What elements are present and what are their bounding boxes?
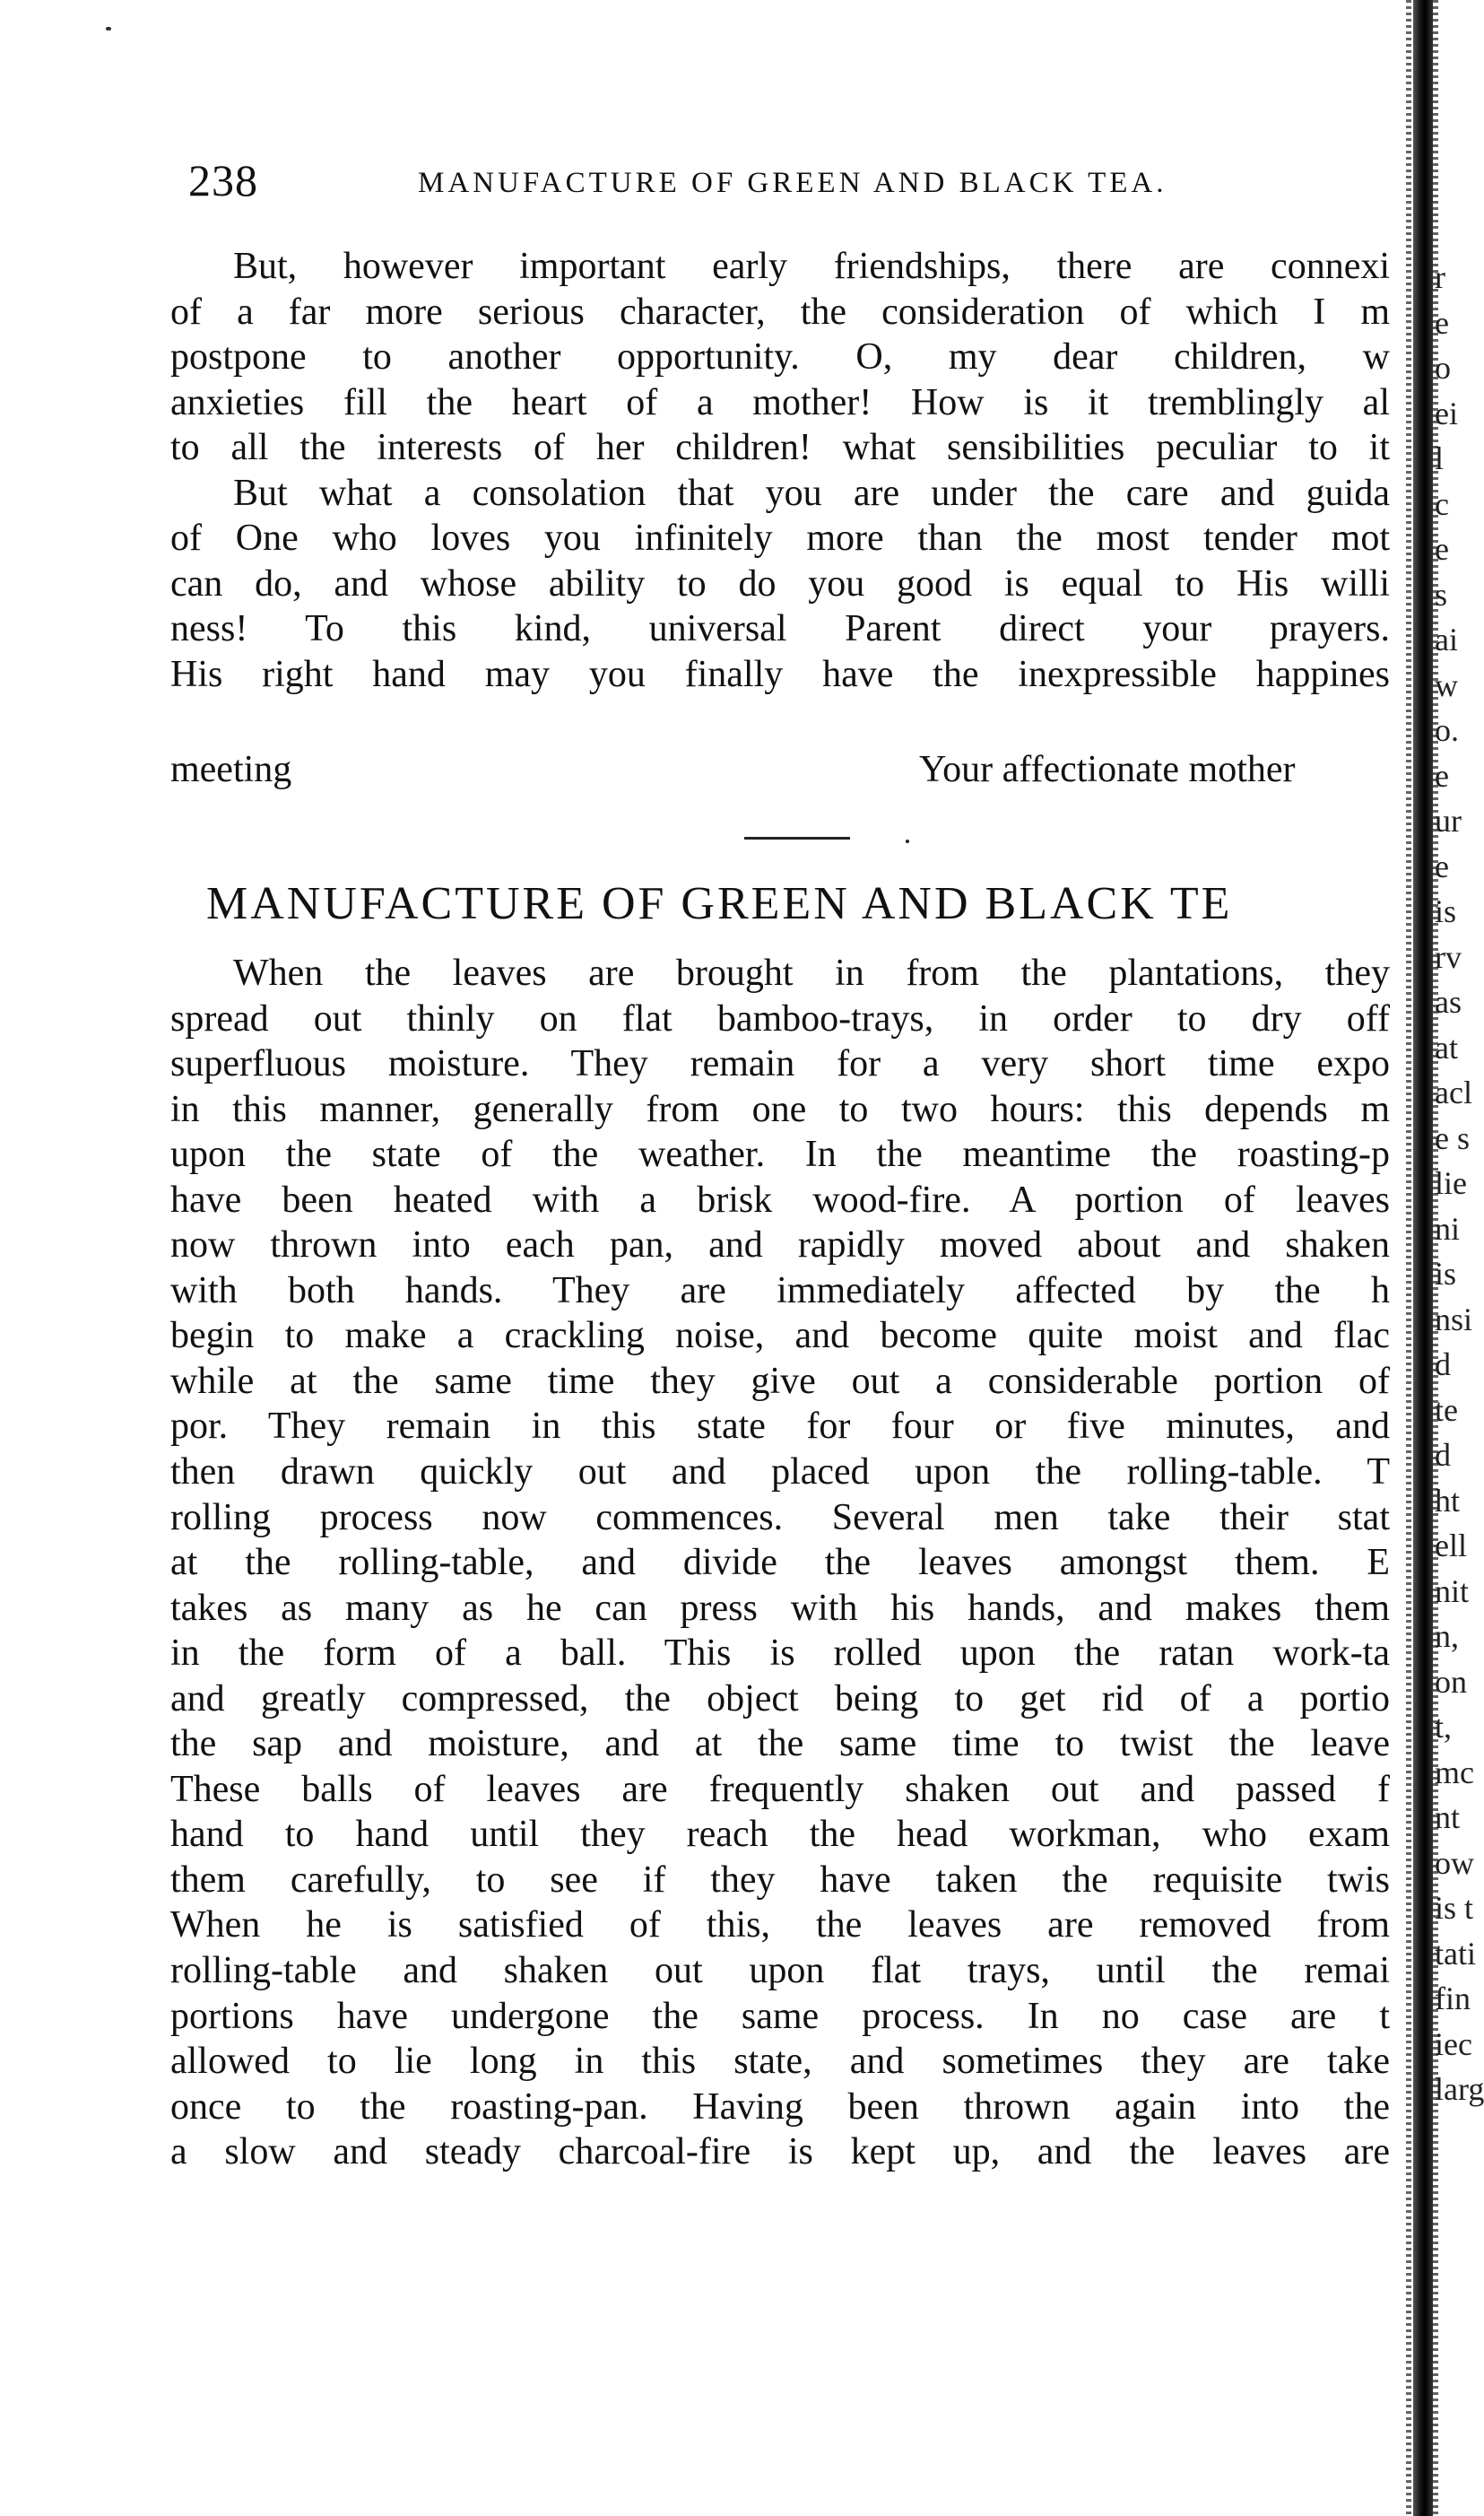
binding-gutter	[1388, 0, 1484, 2516]
running-head-title: MANUFACTURE OF GREEN AND BLACK TEA.	[418, 167, 1167, 199]
text-line: His right hand may you finally have the inexpressible happines	[170, 653, 1390, 695]
fragment-text: at	[1435, 1029, 1458, 1066]
fragment-text: ow	[1435, 1844, 1474, 1881]
section-title: MANUFACTURE OF GREEN AND BLACK TE	[206, 878, 1233, 929]
text-line: in the form of a ball. This is rolled upon the ratan work-ta	[170, 1632, 1390, 1675]
gutter-fringe	[1406, 0, 1411, 2516]
fragment-text: iec	[1435, 2025, 1472, 2062]
text-line: postpone to another opportunity. O, my dear children, w	[170, 336, 1390, 378]
fragment-text: w	[1435, 666, 1458, 703]
text-line: begin to make a crackling noise, and become quite moist and flac	[170, 1315, 1390, 1357]
fragment-text: lie	[1435, 1165, 1467, 1201]
page-number: 238	[188, 155, 258, 205]
paper-speck	[106, 27, 111, 30]
text-line: rolling-table and shaken out upon flat trays, until the remai	[170, 1950, 1390, 1992]
fragment-text: c	[1435, 485, 1449, 522]
text-line: at the rolling-table, and divide the leaves amongst them. E	[170, 1542, 1390, 1584]
text-line: allowed to lie long in this state, and sometimes they are take	[170, 2041, 1390, 2083]
letter-text	[170, 244, 1390, 697]
text-line: to all the interests of her children! what sensibilities peculiar to it	[170, 427, 1390, 468]
divider-dot	[906, 840, 909, 843]
text-line: can do, and whose ability to do you good is equal to His willi	[170, 562, 1390, 605]
article-text	[170, 951, 1390, 2175]
fragment-text: is	[1435, 893, 1457, 929]
fragment-text: e	[1435, 757, 1449, 794]
signoff-right: Your affectionate mother	[919, 749, 1296, 790]
text-line: anxieties fill the heart of a mother! How is it tremblingly al	[170, 381, 1390, 423]
text-line: takes as many as he can press with his hands, and makes them	[170, 1587, 1390, 1629]
fragment-text: nsi	[1435, 1301, 1473, 1337]
fragment-text: n,	[1435, 1618, 1459, 1654]
fragment-text: e	[1435, 848, 1449, 884]
section-divider	[744, 837, 850, 840]
text-line: them carefully, to see if they have taken the requisite twis	[170, 1859, 1390, 1901]
fragment-text: t,	[1435, 1709, 1453, 1745]
fragment-text: ht	[1435, 1482, 1461, 1519]
fragment-text: tati	[1435, 1935, 1476, 1972]
text-line: But what a consolation that you are under the care and guida	[233, 472, 1390, 514]
text-line: upon the state of the weather. In the meantime the roasting-p	[170, 1134, 1390, 1176]
text-line: the sap and moisture, and at the same time to twist the leave	[170, 1723, 1390, 1765]
text-line: in this manner, generally from one to two hours: this depends m	[170, 1088, 1390, 1130]
fragment-text: on	[1435, 1663, 1467, 1700]
fragment-text: d	[1435, 1437, 1451, 1473]
text-line: por. They remain in this state for four or five minutes, and	[170, 1406, 1390, 1448]
fragment-text: fin	[1435, 1981, 1471, 2016]
text-line: while at the same time they give out a considerable portion of	[170, 1360, 1390, 1402]
text-line: spread out thinly on flat bamboo-trays, in order to dry off	[170, 997, 1390, 1040]
text-line: of One who loves you infinitely more than the most tender mot	[170, 518, 1390, 559]
text-line: portions have undergone the same process. In no case are t	[170, 1995, 1390, 2037]
running-head	[188, 154, 1363, 217]
fragment-text: te	[1435, 1391, 1458, 1428]
text-line: with both hands. They are immediately affected by the h	[170, 1269, 1390, 1311]
fragment-text: nit	[1435, 1572, 1470, 1609]
text-line: ness! To this kind, universal Parent direct your prayers.	[170, 608, 1390, 649]
text-line: and greatly compressed, the object being to get rid of a portio	[170, 1677, 1390, 1719]
text-line: once to the roasting-pan. Having been thrown again into the	[170, 2085, 1390, 2128]
text-line: rolling process now commences. Several men take their stat	[170, 1496, 1390, 1538]
fragment-text: nt	[1435, 1799, 1461, 1835]
fragment-text: ai	[1435, 622, 1458, 657]
text-line: These balls of leaves are frequently shaken out and passed f	[170, 1768, 1390, 1810]
fragment-text: e	[1435, 531, 1449, 567]
fragment-text: ur	[1435, 803, 1462, 839]
fragment-text: ei	[1435, 395, 1458, 431]
text-line: a slow and steady charcoal-fire is kept up, and the leaves are	[170, 2131, 1390, 2173]
signoff-left: meeting	[170, 749, 292, 790]
text-line: But, however important early friendships, there are connexi	[233, 246, 1390, 287]
fragment-text: ni	[1435, 1210, 1461, 1247]
fragment-text: o	[1435, 350, 1451, 386]
fragment-text: l	[1435, 440, 1445, 476]
text-line: now thrown into each pan, and rapidly moved about and shaken	[170, 1224, 1390, 1267]
fragment-text: e	[1435, 304, 1449, 341]
gutter-shadow	[1413, 0, 1433, 2516]
fragment-text: ell	[1435, 1528, 1467, 1563]
text-line: have been heated with a brisk wood-fire. A portion of leaves	[170, 1179, 1390, 1221]
text-line: When the leaves are brought in from the plantations, they	[233, 953, 1390, 994]
text-line: then drawn quickly out and placed upon the rolling-table. T	[170, 1451, 1390, 1493]
text-line: hand to hand until they reach the head workman, who exam	[170, 1814, 1390, 1856]
fragment-text: r	[1435, 259, 1445, 295]
fragment-text: is	[1435, 1256, 1457, 1292]
text-line: of a far more serious character, the consideration of which I m	[170, 291, 1390, 333]
fragment-text: rv	[1435, 938, 1462, 975]
fragment-text: o.	[1435, 712, 1459, 748]
facing-page-fragments	[1435, 255, 1484, 2112]
fragment-text: is t	[1435, 1890, 1474, 1926]
fragment-text: acl	[1435, 1075, 1472, 1110]
text-line: When he is satisfied of this, the leaves are removed from	[170, 1904, 1390, 1946]
fragment-text: mc	[1435, 1754, 1474, 1790]
fragment-text: d	[1435, 1346, 1451, 1382]
fragment-text: larg	[1435, 2071, 1484, 2107]
text-line: superfluous moisture. They remain for a very short time expo	[170, 1043, 1390, 1085]
fragment-text: s	[1435, 576, 1448, 613]
fragment-text: as	[1435, 984, 1462, 1020]
fragment-text: e s	[1435, 1119, 1470, 1156]
letter-signoff	[170, 747, 1390, 792]
